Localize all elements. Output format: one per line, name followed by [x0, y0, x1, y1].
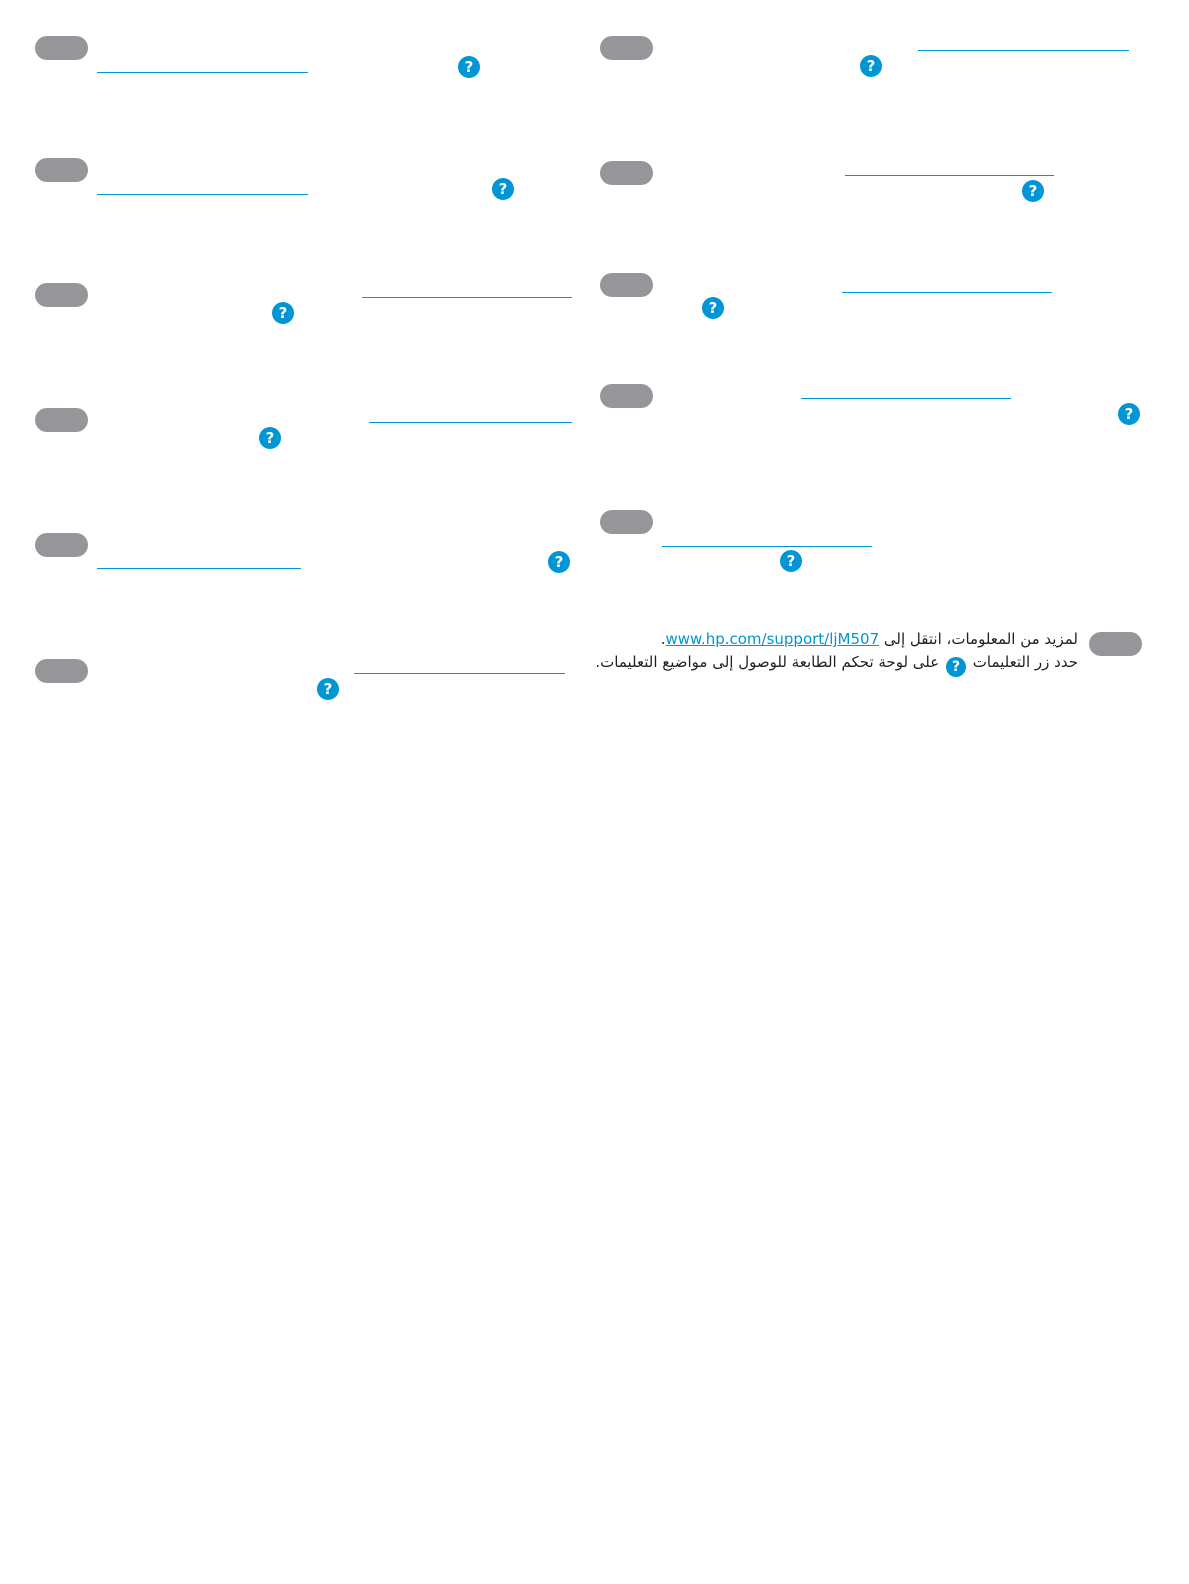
link-underline-11[interactable]: [662, 546, 872, 547]
language-badge-3: [35, 283, 88, 307]
more-info-intro: لمزيد من المعلومات، انتقل إلى: [883, 630, 1078, 648]
language-badge-4: [35, 408, 88, 432]
link-underline-2[interactable]: [97, 194, 308, 195]
help-instruction-start: حدد زر التعليمات: [972, 653, 1078, 671]
help-icon: ?: [946, 657, 966, 677]
more-info-line-2: [578, 651, 1078, 677]
help-icon: ?: [702, 297, 724, 319]
link-underline-7[interactable]: [918, 50, 1129, 51]
link-underline-8[interactable]: [845, 175, 1054, 176]
more-info-line-1: [578, 628, 1078, 651]
more-info-text: [578, 628, 1078, 677]
link-underline-6[interactable]: [354, 673, 565, 674]
link-underline-9[interactable]: [842, 292, 1052, 293]
link-underline-1[interactable]: [97, 72, 308, 73]
help-icon: ?: [1022, 180, 1044, 202]
link-underline-3[interactable]: [362, 297, 572, 298]
help-instruction-end: على لوحة تحكم الطابعة للوصول إلى مواضيع التعليمات.: [595, 653, 940, 671]
help-icon: ?: [458, 56, 480, 78]
help-icon: ?: [317, 678, 339, 700]
help-icon: ?: [259, 427, 281, 449]
more-info-period: .: [660, 630, 666, 648]
support-link[interactable]: www.hp.com/support/ljM507: [665, 630, 880, 648]
help-icon: ?: [860, 55, 882, 77]
link-underline-5[interactable]: [97, 568, 301, 569]
language-badge-10: [600, 384, 653, 408]
link-underline-10[interactable]: [801, 398, 1011, 399]
help-icon: ?: [272, 302, 294, 324]
language-badge-5: [35, 533, 88, 557]
language-badge-8: [600, 161, 653, 185]
help-icon: ?: [492, 178, 514, 200]
language-badge-1: [35, 36, 88, 60]
language-badge-7: [600, 36, 653, 60]
language-badge-12: [1089, 632, 1142, 656]
help-icon: ?: [780, 550, 802, 572]
link-underline-4[interactable]: [369, 422, 572, 423]
language-badge-9: [600, 273, 653, 297]
language-badge-6: [35, 659, 88, 683]
language-badge-2: [35, 158, 88, 182]
help-icon: ?: [548, 551, 570, 573]
help-icon: ?: [1118, 403, 1140, 425]
language-badge-11: [600, 510, 653, 534]
